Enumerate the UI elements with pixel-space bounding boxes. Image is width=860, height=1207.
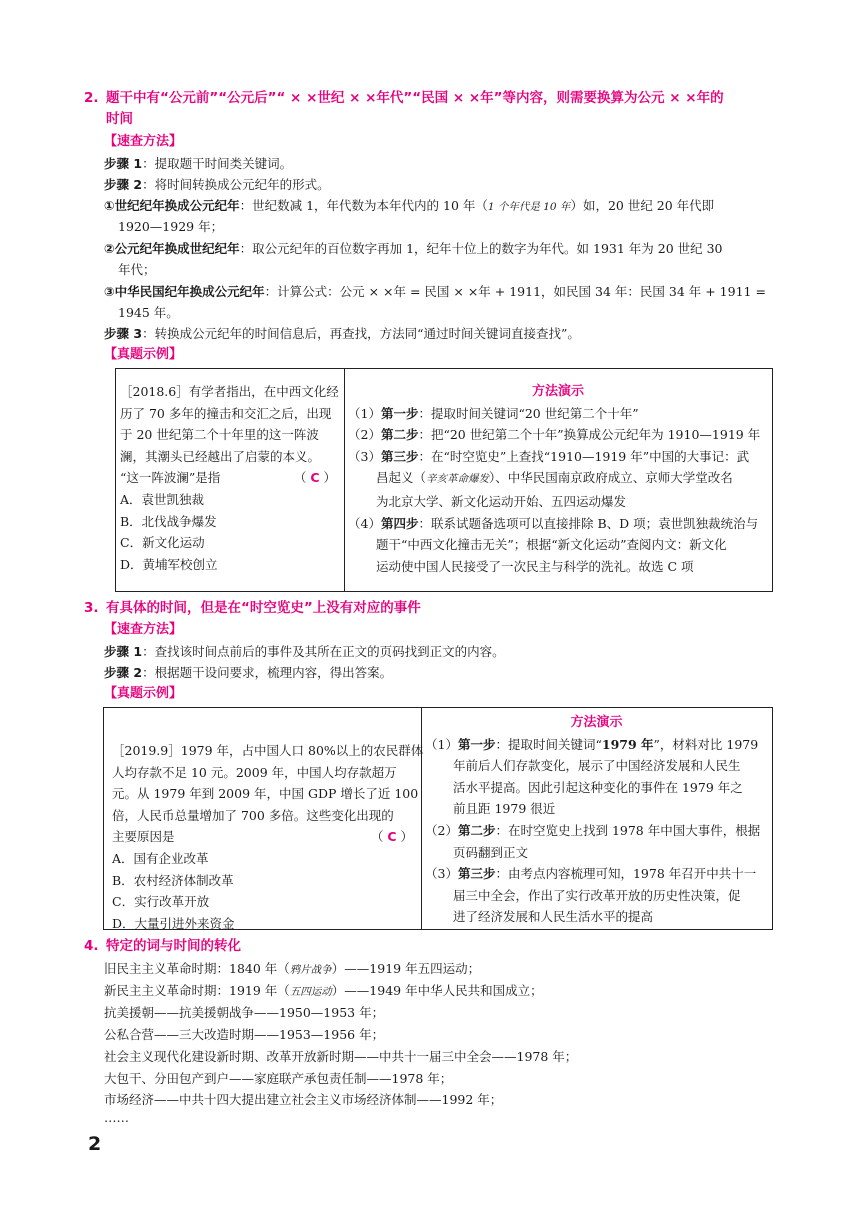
option-b: B．农村经济体制改革 <box>112 872 234 888</box>
step-1: 步骤 1：提取题干时间类关键词。 <box>104 156 293 171</box>
rule-1-cont: 1920—1929 年； <box>118 219 224 234</box>
example-box-2 <box>103 707 773 930</box>
answer-bracket: （ C ） <box>370 829 413 845</box>
rule-3: ③中华民国纪年换成公元纪年：计算公式：公元 × ×年 = 民国 × ×年 + 1911，如民国 34 年：民国 34 年 + 1911 = <box>104 284 766 299</box>
section-title-text: 有具体的时间，但是在“时空览史”上没有对应的事件 <box>106 600 421 616</box>
demo-step-2-cont: 页码翻到正文 <box>453 844 529 860</box>
answer-letter: C <box>387 829 397 845</box>
demo-step-1-cont: 活水平提高。因此引起这种变化的事件在 1979 年之 <box>453 779 743 795</box>
question-line: 历了 70 多年的撞击和交汇之后，出现 <box>120 405 332 421</box>
question-line: “这一阵波澜”是指 （ C ） <box>120 467 342 489</box>
ellipsis: …… <box>104 1110 129 1125</box>
question-cell <box>112 740 424 934</box>
section-title-text: 特定的词与时间的转化 <box>106 938 241 954</box>
question-line: ［2019.9］1979 年，占中国人口 80%以上的农民群体 <box>112 743 424 758</box>
question-line: ［2018.6］有学者指出，在中西文化经 <box>120 384 339 399</box>
question-line: 元。从 1979 年到 2009 年，中国 GDP 增长了近 100 <box>112 786 419 802</box>
option-c: C．实行改革开放 <box>112 894 210 910</box>
mapping-line: 公私合营——三大改造时期——1953—1956 年； <box>104 1027 385 1042</box>
question-line: 倍，人民币总量增加了 700 多倍。这些变化出现的 <box>112 807 394 823</box>
demo-step-4-cont: 题干“中西文化撞击无关”；根据“新文化运动”查阅内文：新文化 <box>376 537 727 553</box>
question-line: 主要原因是 （ C ） <box>112 826 417 848</box>
column-divider <box>421 708 422 929</box>
section-number: 4. <box>84 938 99 954</box>
question-cell <box>120 381 342 575</box>
demo-step-3: （3）第三步：由考点内容梳理可知，1978 年召开中共十一 <box>425 866 757 882</box>
rule-2: ②公元纪年换成世纪纪年：取公元纪年的百位数字再加 1，纪年十位上的数字为年代。如 1931 年为 20 世纪 30 <box>104 241 723 256</box>
section-3-title <box>84 598 421 619</box>
demo-cell <box>425 712 768 928</box>
demo-step-3-cont: 昌起义（辛亥革命爆发）、中华民国南京政府成立、京师大学堂改名 <box>376 470 733 486</box>
column-divider <box>344 369 345 591</box>
demo-step-4-cont: 运动使中国人民接受了一次民主与科学的洗礼。故选 C 项 <box>376 558 694 574</box>
example-box-1 <box>115 368 773 592</box>
demo-title: 方法演示 <box>531 384 584 399</box>
section-2-title <box>84 88 724 109</box>
section-4-title <box>84 936 241 957</box>
method-tag: 【速查方法】 <box>104 622 183 637</box>
option-d: D．黄埔军校创立 <box>120 556 218 572</box>
option-b: B．北伐战争爆发 <box>120 513 217 529</box>
section-2-title-cont: 时间 <box>106 111 133 127</box>
example-tag: 【真题示例】 <box>104 686 183 701</box>
option-a: A．国有企业改革 <box>112 850 209 866</box>
question-line: 澜，其潮头已经越出了启蒙的本义。 <box>120 448 321 464</box>
demo-step-1-cont: 前且距 1979 很近 <box>453 801 556 817</box>
answer-bracket: （ C ） <box>293 470 336 486</box>
step-2: 步骤 2：将时间转换成公元纪年的形式。 <box>104 177 330 192</box>
demo-step-3-cont: 为北京大学、新文化运动开始、五四运动爆发 <box>376 493 627 509</box>
section-number: 2. <box>84 90 99 106</box>
example-tag: 【真题示例】 <box>104 347 183 362</box>
answer-letter: C <box>310 470 320 486</box>
demo-step-3-cont: 进了经济发展和人民生活水平的提高 <box>453 909 654 925</box>
mapping-line: 社会主义现代化建设新时期、改革开放新时期——中共十一届三中全会——1978 年； <box>104 1049 578 1064</box>
rule-1: ①世纪纪年换成公元纪年：世纪数减 1，年代数为本年代内的 10 年（1 个年代是 10 年）如，20 世纪 20 年代即 <box>104 198 715 213</box>
page-number: 2 <box>88 1133 102 1155</box>
option-c: C．新文化运动 <box>120 535 205 551</box>
demo-step-1: （1）第一步：提取时间关键词“1979 年”，材料对比 1979 <box>425 736 759 752</box>
option-d: D．大量引进外来资金 <box>112 915 235 931</box>
demo-step-3-cont: 届三中全会，作出了实行改革开放的历史性决策，促 <box>453 887 741 903</box>
mapping-line: 大包干、分田包产到户——家庭联产承包责任制——1978 年； <box>104 1071 453 1086</box>
demo-step-4: （4）第四步：联系试题备选项可以直接排除 B、D 项；袁世凯独裁统治与 <box>348 515 759 531</box>
rule-3-cont: 1945 年。 <box>118 305 179 320</box>
demo-step-2: （2）第二步：把“20 世纪第二个十年”换算成公元纪年为 1910—1919 年 <box>348 427 761 443</box>
rule-2-cont: 年代； <box>118 262 156 277</box>
mapping-line: 市场经济——中共十四大提出建立社会主义市场经济体制——1992 年； <box>104 1092 503 1107</box>
demo-step-3: （3）第三步：在“时空览史”上查找“1910—1919 年”中国的大事记：武 <box>348 448 750 464</box>
section-title-text: 题干中有“公元前”“公元后”“ × ×世纪 × ×年代”“民国 × ×年”等内容，则需要换算为公元 × ×年的 <box>106 90 724 106</box>
step-1: 步骤 1：查找该时间点前后的事件及其所在正文的页码找到正文的内容。 <box>104 644 505 659</box>
option-a: A．袁世凯独裁 <box>120 491 205 507</box>
section-number: 3. <box>84 600 99 616</box>
mapping-line: 新民主主义革命时期：1919 年（五四运动）——1949 年中华人民共和国成立； <box>104 983 543 998</box>
question-line: 人均存款不足 10 元。2009 年，中国人均存款超万 <box>112 764 397 780</box>
demo-step-1-cont: 年前后人们存款变化，展示了中国经济发展和人民生 <box>453 758 741 774</box>
demo-cell <box>348 381 768 577</box>
demo-title: 方法演示 <box>570 715 623 730</box>
step-2: 步骤 2：根据题干设问要求，梳理内容，得出答案。 <box>104 665 393 680</box>
question-line: 于 20 世纪第二个十年里的这一阵波 <box>120 427 319 443</box>
demo-step-2: （2）第二步：在时空览史上找到 1978 年中国大事件，根据 <box>425 822 761 838</box>
mapping-line: 抗美援朝——抗美援朝战争——1950—1953 年； <box>104 1005 385 1020</box>
demo-step-1: （1）第一步：提取时间关键词“20 世纪第二个十年” <box>348 405 639 421</box>
mapping-line: 旧民主主义革命时期：1840 年（鸦片战争）——1919 年五四运动； <box>104 961 481 976</box>
method-tag: 【速查方法】 <box>104 134 183 149</box>
step-3: 步骤 3：转换成公元纪年的时间信息后，再查找，方法同“通过时间关键词直接查找”。 <box>104 326 580 341</box>
